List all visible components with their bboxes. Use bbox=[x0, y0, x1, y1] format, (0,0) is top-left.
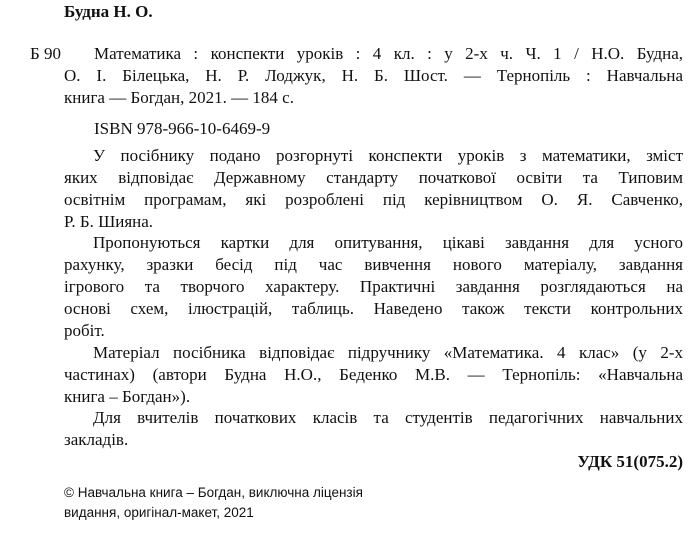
author-heading: Будна Н. О. bbox=[64, 2, 153, 21]
annotation-line: ігрового та творчого характеру. Практичні завдання розглядаються на bbox=[64, 277, 683, 296]
annotation-line: У посібнику подано розгорнуті конспекти уроків з математики, зміст bbox=[93, 146, 683, 165]
annotation-line: книга – Богдан»). bbox=[64, 387, 191, 406]
description-line: книга — Богдан, 2021. — 184 с. bbox=[64, 88, 294, 107]
annotation-line: Матеріал посібника відповідає підручнику «Математика. 4 клас» (у 2-х bbox=[93, 343, 683, 362]
isbn: ISBN 978-966-10-6469-9 bbox=[94, 119, 271, 138]
copyright-line: видання, оригінал-макет, 2021 bbox=[64, 505, 254, 520]
annotation-line: рахунку, зразки бесід під час вивчення нового матеріалу, завдання bbox=[64, 255, 683, 274]
annotation-line: освітнім програмам, які розроблені під керівництвом О. Я. Савченко, bbox=[64, 190, 683, 209]
classification-code: Б 90 bbox=[30, 44, 62, 63]
annotation-line: Р. Б. Шияна. bbox=[64, 212, 154, 231]
annotation-line: частинах) (автори Будна Н.О., Беденко М.В. — Тернопіль: «Навчальна bbox=[64, 365, 683, 384]
annotation-line: робіт. bbox=[64, 321, 105, 340]
annotation-line: яких відповідає Державному стандарту початкової освіти та Типовим bbox=[64, 168, 683, 187]
annotation-line: закладів. bbox=[64, 430, 129, 449]
udc-code: УДК 51(075.2) bbox=[577, 452, 683, 471]
copyright-line: © Навчальна книга – Богдан, виключна ліцензія bbox=[64, 485, 363, 500]
description-line: О. І. Білецька, Н. Р. Лоджук, Н. Б. Шост. — Тернопіль : Навчальна bbox=[64, 66, 683, 85]
annotation-line: Пропонуються картки для опитування, цікаві завдання для усного bbox=[93, 233, 683, 252]
description-line: Математика : конспекти уроків : 4 кл. : у 2-х ч. Ч. 1 / Н.О. Будна, bbox=[94, 44, 683, 63]
annotation-line: основі схем, ілюстрацій, таблиць. Наведено також тексти контрольних bbox=[64, 299, 683, 318]
annotation-line: Для вчителів початкових класів та студентів педагогічних навчальних bbox=[93, 408, 683, 427]
